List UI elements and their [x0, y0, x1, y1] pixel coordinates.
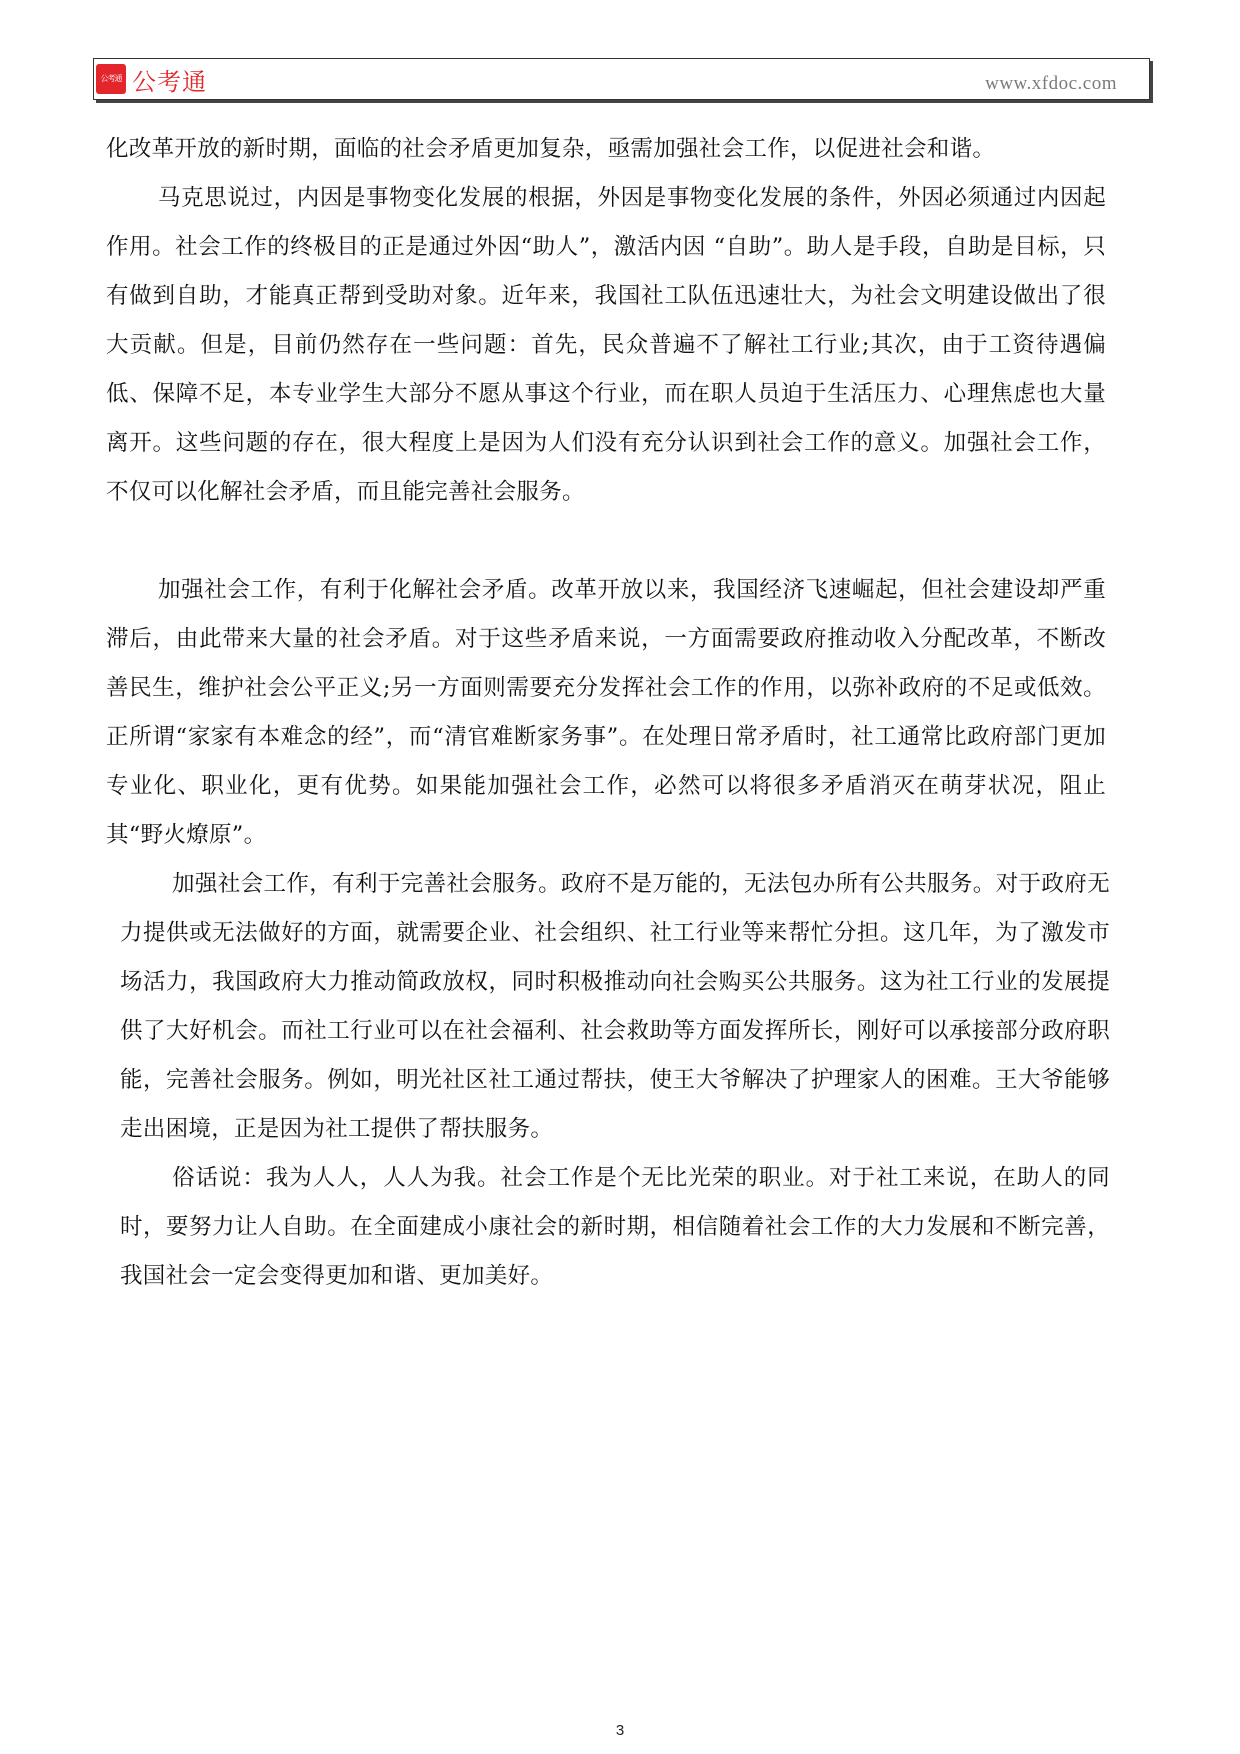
- page-number: 3: [615, 1722, 625, 1739]
- paragraph-3: 加强社会工作，有利于化解社会矛盾。改革开放以来，我国经济飞速崛起，但社会建设却严重滞后，由此带来大量的社会矛盾。对于这些矛盾来说，一方面需要政府推动收入分配改革，不断改善民生，维护社会公平正义;另一方面则需要充分发挥社会工作的作用，以弥补政府的不足或低效。正所谓“家家有本难念的经”，而“清官难断家务事”。在处理日常矛盾时，社工通常比政府部门更加专业化、职业化，更有优势。如果能加强社会工作，必然可以将很多矛盾消灭在萌芽状况，阻止其“野火燎原”。: [106, 577, 1106, 848]
- logo-mark-icon: 公考通: [96, 64, 126, 94]
- paragraph-5: 俗话说：我为人人，人人为我。社会工作是个无比光荣的职业。对于社工来说，在助人的同时，要努力让人自助。在全面建成小康社会的新时期，相信随着社会工作的大力发展和不断完善，我国社会一定会变得更加和谐、更加美好。: [120, 1165, 1110, 1289]
- paragraph-2: 马克思说过，内因是事物变化发展的根据，外因是事物变化发展的条件，外因必须通过内因起作用。社会工作的终极目的正是通过外因“助人”，激活内因 “自助”。助人是手段，自助是目标，只有做到自助，才能真正帮到受助对象。近年来，我国社工队伍迅速壮大，为社会文明建设做出了很大贡献。但是，目前仍然存在一些问题：首先，民众普遍不了解社工行业;其次，由于工资待遇偏低、保障不足，本专业学生大部分不愿从事这个行业，而在职人员迫于生活压力、心理焦虑也大量离开。这些问题的存在，很大程度上是因为人们没有充分认识到社会工作的意义。加强社会工作，不仅可以化解社会矛盾，而且能完善社会服务。: [106, 185, 1106, 505]
- paragraph-4: 加强社会工作，有利于完善社会服务。政府不是万能的，无法包办所有公共服务。对于政府无力提供或无法做好的方面，就需要企业、社会组织、社工行业等来帮忙分担。这几年，为了激发市场活力，我国政府大力推动简政放权，同时积极推动向社会购买公共服务。这为社工行业的发展提供了大好机会。而社工行业可以在社会福利、社会救助等方面发挥所长，刚好可以承接部分政府职能，完善社会服务。例如，明光社区社工通过帮扶，使王大爷解决了护理家人的困难。王大爷能够走出困境，正是因为社工提供了帮扶服务。: [120, 871, 1110, 1142]
- logo-text: 公考通: [132, 67, 207, 96]
- paragraph-1: 化改革开放的新时期，面临的社会矛盾更加复杂，亟需加强社会工作，以促进社会和谐。: [106, 136, 996, 162]
- site-url[interactable]: www.xfdoc.com: [985, 73, 1117, 94]
